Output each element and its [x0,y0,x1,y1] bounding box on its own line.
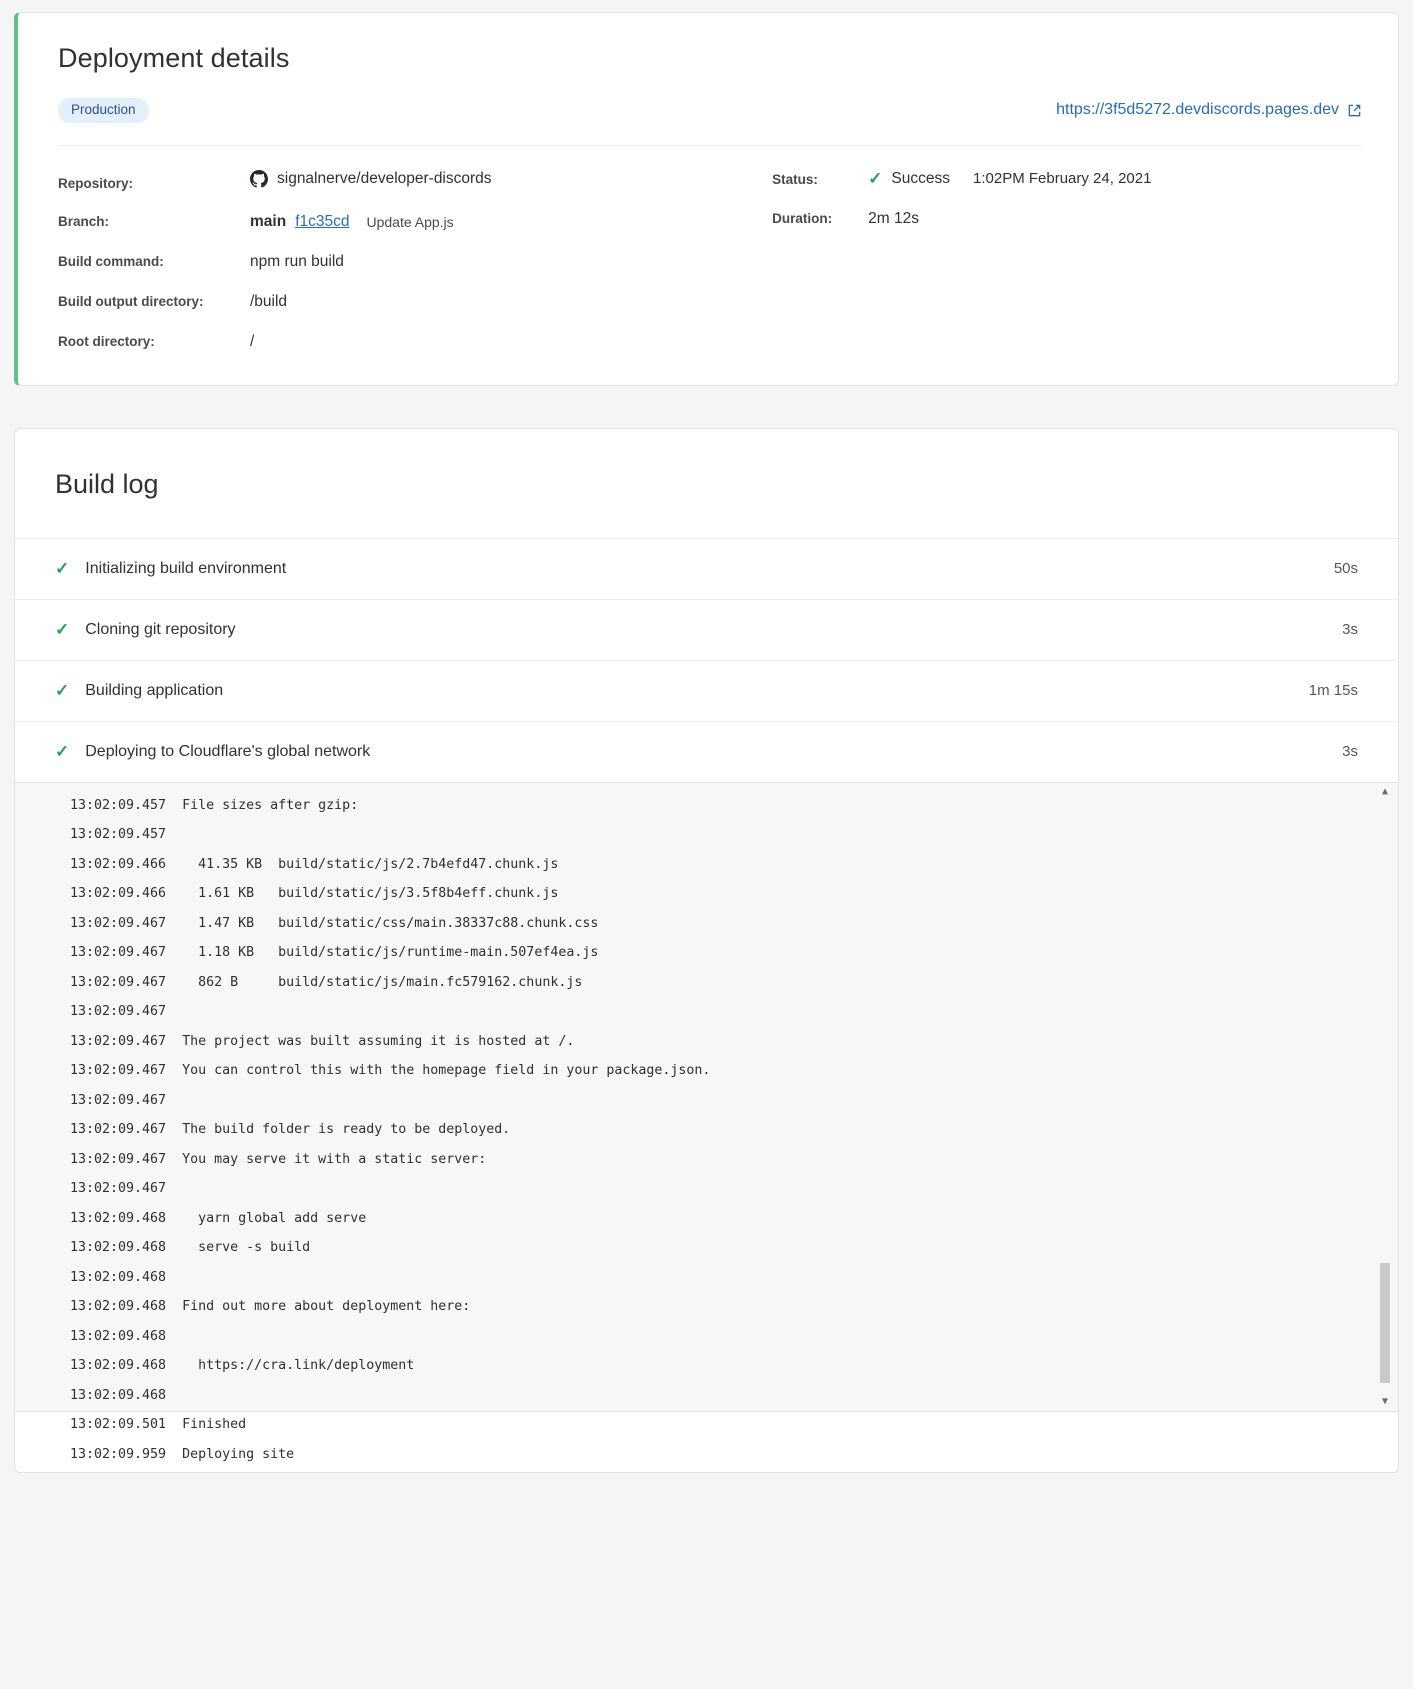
log-line: 13:02:09.467 [70,1181,167,1196]
field-branch [58,213,762,231]
commit-message: Update App.js [366,213,454,230]
log-scrollbar[interactable] [1378,783,1392,1411]
log-line: 13:02:09.467 1.47 KB build/static/css/main.38337c88.chunk.css [70,915,599,931]
external-link-icon [1347,103,1362,118]
duration-value: 2m 12s [868,209,919,227]
scroll-up-arrow[interactable]: ▲ [1381,785,1389,797]
deployment-url-text: https://3f5d5272.devdiscords.pages.dev [1056,101,1339,119]
log-line: 13:02:09.468 serve -s build [70,1240,311,1255]
field-duration [772,210,1362,228]
log-line: 13:02:09.457 [70,827,167,842]
build-step[interactable] [15,599,1398,660]
log-line: 13:02:09.457 File sizes after gzip: [70,797,359,813]
build-command-value: npm run build [250,252,344,270]
commit-hash-link[interactable]: f1c35cd [295,212,350,230]
status-timestamp: 1:02PM February 24, 2021 [973,170,1152,187]
repository-value-group [250,170,492,188]
repository-value: signalnerve/developer-discords [277,169,492,187]
root-directory-label: Root directory: [58,333,155,349]
log-line: 13:02:09.501 Finished [70,1417,247,1432]
build-step-duration: 3s [1342,743,1358,760]
build-step-list [15,538,1398,782]
build-step-label: Building application [85,681,224,699]
check-icon: ✓ [55,620,70,639]
status-badge: Success [891,169,950,187]
log-line: 13:02:09.467 862 B build/static/js/main.fc579162.chunk.js [70,974,583,990]
deployment-fields [58,146,1362,351]
environment-badge: Production [58,98,149,123]
repository-label: Repository: [58,175,134,191]
log-line: 13:02:09.467 1.18 KB build/static/js/runtime-main.507ef4ea.js [70,945,599,960]
build-step-label: Cloning git repository [85,620,236,638]
scrollbar-thumb[interactable] [1380,1263,1390,1383]
log-line: 13:02:09.467 [70,1004,167,1019]
field-root-directory [58,333,762,351]
deployment-fields-left [58,170,762,351]
log-line: 13:02:09.468 [70,1328,167,1344]
log-line: 13:02:09.466 1.61 KB build/static/js/3.5f8b4eff.chunk.js [70,886,559,901]
build-log-card [14,428,1399,1473]
field-repository [58,170,762,191]
log-line: 13:02:09.468 yarn global add serve [70,1210,367,1226]
build-step-label: Initializing build environment [85,559,287,577]
page-title: Deployment details [58,43,290,73]
deployment-url-link[interactable] [1056,101,1362,119]
field-status [772,170,1362,188]
log-line: 13:02:09.467 [70,1092,167,1108]
check-icon: ✓ [55,559,70,578]
deployment-details-card [14,12,1399,386]
build-step-duration: 1m 15s [1308,682,1358,699]
log-line: 13:02:09.468 [70,1269,167,1285]
check-icon: ✓ [55,681,70,700]
branch-label: Branch: [58,213,110,229]
branch-value-group [250,213,454,231]
branch-value: main [250,212,287,230]
log-line: 13:02:09.467 The build folder is ready to be deployed. [70,1122,511,1137]
build-step-duration: 50s [1333,560,1358,577]
build-log-title: Build log [55,468,159,499]
build-step[interactable] [15,721,1398,782]
build-step-duration: 3s [1342,621,1358,638]
check-icon: ✓ [55,742,70,761]
deployment-topline [58,98,1362,146]
status-label: Status: [772,172,818,187]
log-line: 13:02:09.467 You may serve it with a static server: [70,1151,487,1167]
root-directory-value: / [250,332,255,350]
scroll-down-arrow[interactable]: ▼ [1381,1395,1389,1407]
build-command-label: Build command: [58,253,164,269]
github-icon [250,170,268,188]
build-output-label: Build output directory: [58,293,204,309]
build-output-value: /build [250,292,288,310]
build-log-console[interactable] [15,782,1398,1462]
duration-label: Duration: [772,210,833,226]
field-build-output-directory [58,293,762,311]
build-step-label: Deploying to Cloudflare's global network [85,742,371,760]
field-build-command [58,253,762,271]
deployment-fields-right [762,170,1362,351]
log-line: 13:02:09.959 Deploying site [70,1446,295,1462]
build-log-lines [15,791,1398,1470]
log-line: 13:02:09.468 [70,1387,167,1403]
log-line: 13:02:09.466 41.35 KB build/static/js/2.7b4efd47.chunk.js [70,856,559,872]
log-line: 13:02:09.467 You can control this with the homepage field in your package.json. [70,1063,711,1078]
log-line: 13:02:09.468 Find out more about deployment here: [70,1299,471,1314]
check-icon: ✓ [868,169,883,188]
build-step[interactable] [15,538,1398,599]
build-step[interactable] [15,660,1398,721]
log-line: 13:02:09.467 The project was built assuming it is hosted at /. [70,1033,575,1049]
status-value-group [868,170,1151,188]
log-line: 13:02:09.468 https://cra.link/deployment [70,1358,415,1373]
